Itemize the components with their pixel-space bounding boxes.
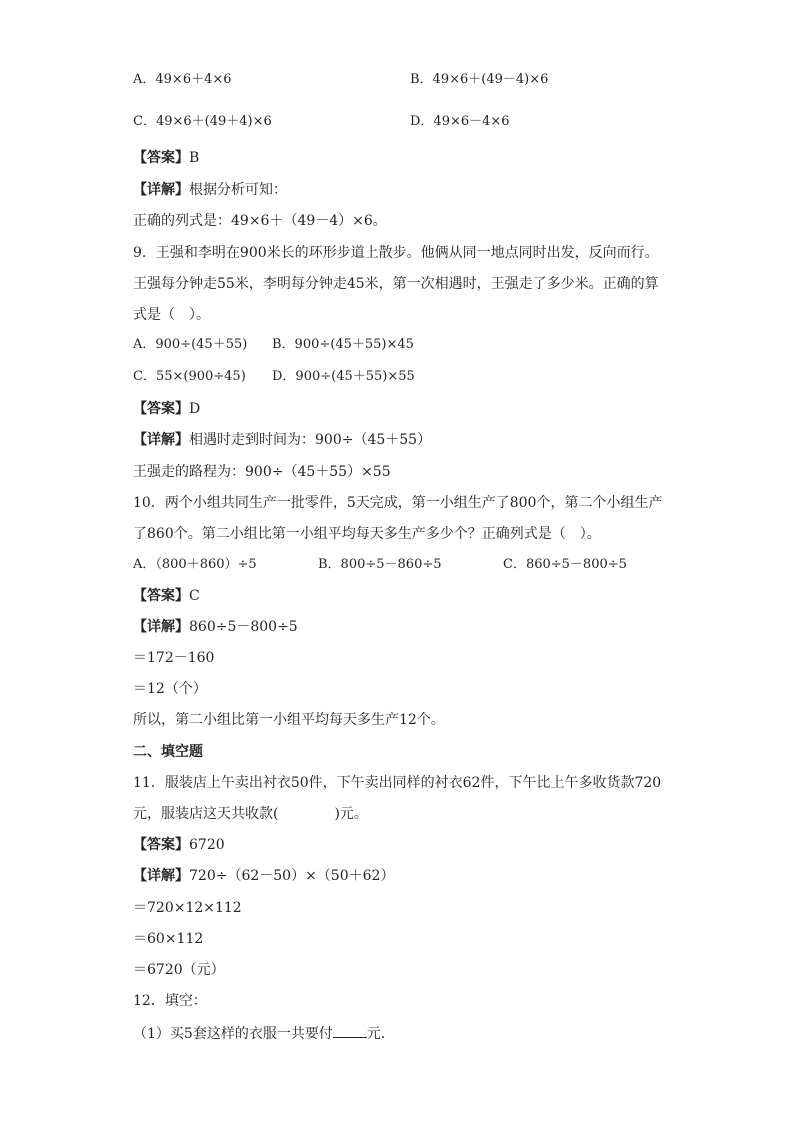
q12-sub1-unit: 元． [366,1026,395,1042]
answer-value: D [189,401,201,417]
detail-text: 根据分析可知： [189,182,287,198]
q9-option-c: C．55×(900÷45) [133,369,246,384]
q11-detail-line: ＝60×112 [133,931,204,947]
q9-option-d: D．900÷(45＋55)×55 [272,369,415,384]
q12-sub1-text: （1）买5套这样的衣服一共要付 [133,1026,333,1042]
detail-label: 【详解】 [133,619,189,635]
answer-value: C [189,588,200,604]
q10-detail-line: ＝12（个） [133,681,207,697]
q10-option-b: B．800÷5－860÷5 [318,557,442,572]
q11-detail-line: ＝720×12×112 [133,900,242,916]
q8-option-b: B．49×6＋(49－4)×6 [410,72,549,87]
q8-option-d: D．49×6－4×6 [410,114,510,129]
q11-stem-line: 元，服装店这天共收款( )元。 [133,806,368,822]
q9-detail-line: 王强走的路程为：900÷（45＋55）×55 [133,464,391,480]
answer-label: 【答案】 [133,150,189,166]
q9-stem-line: 9．王强和李明在900米长的环形步道上散步。他俩从同一地点同时出发，反向而行。 [133,245,659,261]
q12-stem: 12．填空： [133,993,207,1009]
q10-stem-line: 10．两个小组共同生产一批零件，5天完成，第一小组生产了800个，第二个小组生产 [133,495,663,511]
detail-text: 720÷（62－50）×（50＋62） [189,868,395,884]
q10-detail-line: ＝172－160 [133,650,215,666]
answer-label: 【答案】 [133,588,189,604]
detail-text: 860÷5－800÷5 [189,619,298,635]
answer-label: 【答案】 [133,837,189,853]
q11-detail [133,866,394,886]
answer-value: B [189,150,200,166]
q9-stem-line: 式是（ ）。 [133,307,210,323]
q10-stem-line: 了860个。第二小组比第一小组平均每天多生产多少个？正确列式是（ ）。 [133,526,601,542]
q10-answer [133,586,200,606]
q9-detail [133,430,431,450]
q10-detail-line: 所以，第二小组比第一小组平均每天多生产12个。 [133,712,445,728]
section-title: 二、填空题 [133,744,203,760]
q8-answer [133,148,199,168]
q10-detail [133,617,298,637]
answer-label: 【答案】 [133,401,189,417]
detail-label: 【详解】 [133,868,189,884]
q9-stem-line: 王强每分钟走55米，李明每分钟走45米，第一次相遇时，王强走了多少米。正确的算 [133,276,659,292]
q10-option-c: C．860÷5－800÷5 [503,557,627,572]
q9-option-b: B．900÷(45＋55)×45 [272,337,414,352]
q8-detail [133,180,287,200]
q8-option-a: A．49×6＋4×6 [133,72,232,87]
q11-answer [133,835,225,855]
q12-sub1 [133,1023,395,1044]
q8-detail-line: 正确的列式是：49×6＋（49－4）×6。 [133,213,387,229]
answer-blank[interactable] [333,1023,367,1038]
answer-value: 6720 [189,837,225,853]
detail-label: 【详解】 [133,432,189,448]
detail-label: 【详解】 [133,182,189,198]
q11-detail-line: ＝6720（元） [133,962,225,978]
q9-answer [133,399,200,419]
q9-option-a: A．900÷(45＋55) [133,337,248,352]
q10-option-a: A．（800＋860）÷5 [133,557,257,572]
q11-stem-line: 11．服装店上午卖出衬衣50件，下午卖出同样的衬衣62件，下午比上午多收货款720 [133,775,662,791]
detail-text: 相遇时走到时间为：900÷（45＋55） [189,432,432,448]
q8-option-c: C．49×6＋(49＋4)×6 [133,114,272,129]
